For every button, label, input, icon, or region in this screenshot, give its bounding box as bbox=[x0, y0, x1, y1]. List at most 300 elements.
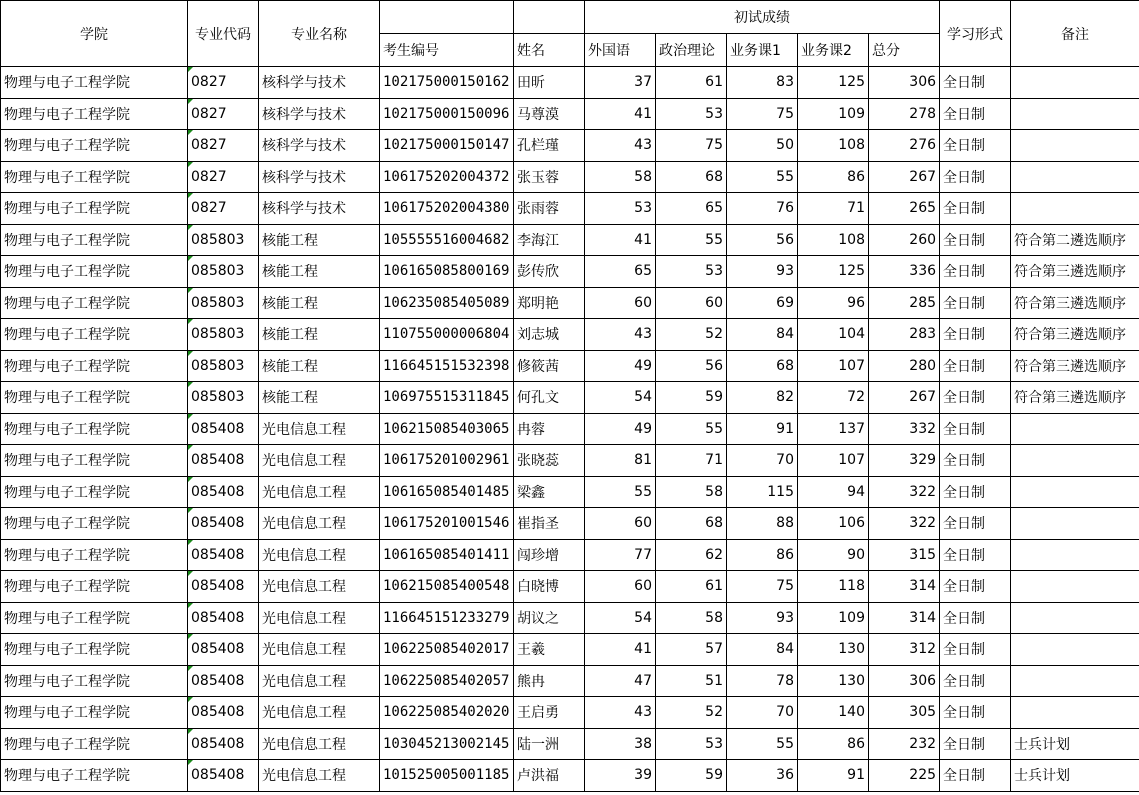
cell-course2[interactable]: 108 bbox=[798, 224, 869, 256]
cell-politics[interactable]: 53 bbox=[656, 98, 727, 130]
cell-major-name[interactable]: 光电信息工程 bbox=[259, 634, 380, 666]
cell-course1[interactable]: 86 bbox=[727, 539, 798, 571]
cell-name[interactable]: 王启勇 bbox=[514, 697, 585, 729]
cell-major-name[interactable]: 光电信息工程 bbox=[259, 476, 380, 508]
table-row bbox=[1, 760, 1139, 792]
cell-course1[interactable]: 84 bbox=[727, 634, 798, 666]
cell-major-code[interactable]: 085408 bbox=[188, 508, 259, 540]
cell-name[interactable]: 崔指圣 bbox=[514, 508, 585, 540]
cell-major-name[interactable]: 核能工程 bbox=[259, 319, 380, 351]
cell-name[interactable]: 张雨蓉 bbox=[514, 193, 585, 225]
cell-total[interactable]: 278 bbox=[869, 98, 940, 130]
cell-foreign-lang[interactable]: 65 bbox=[585, 256, 656, 288]
cell-major-code[interactable]: 085408 bbox=[188, 539, 259, 571]
cell-exam-no[interactable]: 106225085402020 bbox=[380, 697, 514, 729]
cell-total[interactable]: 306 bbox=[869, 67, 940, 99]
cell-politics[interactable]: 53 bbox=[656, 256, 727, 288]
cell-course2[interactable]: 118 bbox=[798, 571, 869, 603]
cell-course2[interactable]: 130 bbox=[798, 634, 869, 666]
cell-course2[interactable]: 107 bbox=[798, 350, 869, 382]
cell-remark[interactable] bbox=[1011, 193, 1139, 225]
cell-name[interactable]: 修筱茜 bbox=[514, 350, 585, 382]
cell-foreign-lang[interactable]: 49 bbox=[585, 350, 656, 382]
cell-major-name[interactable]: 核科学与技术 bbox=[259, 130, 380, 162]
cell-course1[interactable]: 83 bbox=[727, 67, 798, 99]
cell-foreign-lang[interactable]: 60 bbox=[585, 571, 656, 603]
cell-remark[interactable]: 士兵计划 bbox=[1011, 760, 1139, 792]
header-empty-cell[interactable] bbox=[514, 1, 585, 34]
cell-politics[interactable]: 61 bbox=[656, 571, 727, 603]
cell-politics[interactable]: 65 bbox=[656, 193, 727, 225]
cell-course2[interactable]: 137 bbox=[798, 413, 869, 445]
cell-name[interactable]: 何孔文 bbox=[514, 382, 585, 414]
cell-politics[interactable]: 58 bbox=[656, 602, 727, 634]
cell-remark[interactable] bbox=[1011, 508, 1139, 540]
cell-remark[interactable] bbox=[1011, 697, 1139, 729]
cell-name[interactable]: 王羲 bbox=[514, 634, 585, 666]
cell-college[interactable]: 物理与电子工程学院 bbox=[1, 67, 188, 99]
cell-remark[interactable] bbox=[1011, 445, 1139, 477]
cell-politics[interactable]: 52 bbox=[656, 697, 727, 729]
cell-major-name[interactable]: 核科学与技术 bbox=[259, 98, 380, 130]
table-row bbox=[1, 67, 1139, 99]
cell-college[interactable]: 物理与电子工程学院 bbox=[1, 539, 188, 571]
cell-major-name[interactable]: 核科学与技术 bbox=[259, 67, 380, 99]
cell-name[interactable]: 闯珍增 bbox=[514, 539, 585, 571]
cell-major-code[interactable]: 085408 bbox=[188, 445, 259, 477]
cell-total[interactable]: 267 bbox=[869, 161, 940, 193]
cell-study-mode[interactable]: 全日制 bbox=[940, 67, 1011, 99]
cell-major-code[interactable]: 085408 bbox=[188, 602, 259, 634]
cell-college[interactable]: 物理与电子工程学院 bbox=[1, 98, 188, 130]
cell-college[interactable]: 物理与电子工程学院 bbox=[1, 665, 188, 697]
cell-total[interactable]: 283 bbox=[869, 319, 940, 351]
cell-name[interactable]: 梁鑫 bbox=[514, 476, 585, 508]
cell-study-mode[interactable]: 全日制 bbox=[940, 193, 1011, 225]
cell-college[interactable]: 物理与电子工程学院 bbox=[1, 350, 188, 382]
cell-exam-no[interactable]: 106175201001546 bbox=[380, 508, 514, 540]
cell-study-mode[interactable]: 全日制 bbox=[940, 634, 1011, 666]
cell-course1[interactable]: 36 bbox=[727, 760, 798, 792]
cell-course1[interactable]: 75 bbox=[727, 571, 798, 603]
cell-course1[interactable]: 75 bbox=[727, 98, 798, 130]
cell-college[interactable]: 物理与电子工程学院 bbox=[1, 760, 188, 792]
cell-exam-no[interactable]: 106225085402057 bbox=[380, 665, 514, 697]
cell-major-code[interactable]: 085408 bbox=[188, 571, 259, 603]
cell-course2[interactable]: 90 bbox=[798, 539, 869, 571]
cell-course1[interactable]: 70 bbox=[727, 445, 798, 477]
cell-politics[interactable]: 75 bbox=[656, 130, 727, 162]
cell-name[interactable]: 孔栏瑾 bbox=[514, 130, 585, 162]
cell-exam-no[interactable]: 102175000150147 bbox=[380, 130, 514, 162]
cell-study-mode[interactable]: 全日制 bbox=[940, 350, 1011, 382]
cell-course2[interactable]: 108 bbox=[798, 130, 869, 162]
cell-foreign-lang[interactable]: 60 bbox=[585, 508, 656, 540]
cell-total[interactable]: 315 bbox=[869, 539, 940, 571]
cell-total[interactable]: 312 bbox=[869, 634, 940, 666]
cell-course1[interactable]: 69 bbox=[727, 287, 798, 319]
cell-remark[interactable] bbox=[1011, 98, 1139, 130]
cell-name[interactable]: 马尊漠 bbox=[514, 98, 585, 130]
cell-foreign-lang[interactable]: 38 bbox=[585, 728, 656, 760]
cell-study-mode[interactable]: 全日制 bbox=[940, 98, 1011, 130]
cell-course1[interactable]: 93 bbox=[727, 602, 798, 634]
cell-major-code[interactable]: 085408 bbox=[188, 760, 259, 792]
cell-remark[interactable] bbox=[1011, 602, 1139, 634]
cell-study-mode[interactable]: 全日制 bbox=[940, 476, 1011, 508]
cell-name[interactable]: 陆一洲 bbox=[514, 728, 585, 760]
cell-foreign-lang[interactable]: 77 bbox=[585, 539, 656, 571]
cell-remark[interactable] bbox=[1011, 665, 1139, 697]
cell-name[interactable]: 熊冉 bbox=[514, 665, 585, 697]
cell-total[interactable]: 285 bbox=[869, 287, 940, 319]
cell-politics[interactable]: 61 bbox=[656, 67, 727, 99]
cell-course2[interactable]: 140 bbox=[798, 697, 869, 729]
cell-major-code[interactable]: 085803 bbox=[188, 319, 259, 351]
cell-course2[interactable]: 94 bbox=[798, 476, 869, 508]
cell-study-mode[interactable]: 全日制 bbox=[940, 161, 1011, 193]
cell-major-code[interactable]: 085408 bbox=[188, 665, 259, 697]
cell-course1[interactable]: 55 bbox=[727, 728, 798, 760]
cell-study-mode[interactable]: 全日制 bbox=[940, 539, 1011, 571]
cell-major-name[interactable]: 光电信息工程 bbox=[259, 602, 380, 634]
cell-study-mode[interactable]: 全日制 bbox=[940, 413, 1011, 445]
cell-exam-no[interactable]: 102175000150162 bbox=[380, 67, 514, 99]
cell-major-name[interactable]: 核能工程 bbox=[259, 382, 380, 414]
cell-major-name[interactable]: 光电信息工程 bbox=[259, 508, 380, 540]
table-row bbox=[1, 256, 1139, 288]
cell-major-code[interactable]: 0827 bbox=[188, 67, 259, 99]
table-row bbox=[1, 161, 1139, 193]
cell-college[interactable]: 物理与电子工程学院 bbox=[1, 193, 188, 225]
header-course1[interactable]: 业务课1 bbox=[727, 34, 798, 67]
cell-remark[interactable] bbox=[1011, 634, 1139, 666]
cell-major-code[interactable]: 0827 bbox=[188, 161, 259, 193]
cell-college[interactable]: 物理与电子工程学院 bbox=[1, 634, 188, 666]
cell-college[interactable]: 物理与电子工程学院 bbox=[1, 319, 188, 351]
cell-exam-no[interactable]: 106975515311845 bbox=[380, 382, 514, 414]
cell-course2[interactable]: 125 bbox=[798, 67, 869, 99]
cell-major-code[interactable]: 085803 bbox=[188, 256, 259, 288]
cell-course1[interactable]: 91 bbox=[727, 413, 798, 445]
cell-course1[interactable]: 76 bbox=[727, 193, 798, 225]
cell-exam-no[interactable]: 106165085401411 bbox=[380, 539, 514, 571]
cell-foreign-lang[interactable]: 43 bbox=[585, 697, 656, 729]
cell-remark[interactable] bbox=[1011, 539, 1139, 571]
cell-college[interactable]: 物理与电子工程学院 bbox=[1, 728, 188, 760]
cell-study-mode[interactable]: 全日制 bbox=[940, 287, 1011, 319]
cell-exam-no[interactable]: 105555516004682 bbox=[380, 224, 514, 256]
cell-remark[interactable]: 符合第三遴选顺序 bbox=[1011, 319, 1139, 351]
cell-course2[interactable]: 86 bbox=[798, 728, 869, 760]
cell-study-mode[interactable]: 全日制 bbox=[940, 602, 1011, 634]
cell-course1[interactable]: 50 bbox=[727, 130, 798, 162]
cell-course2[interactable]: 72 bbox=[798, 382, 869, 414]
cell-course1[interactable]: 78 bbox=[727, 665, 798, 697]
cell-exam-no[interactable]: 101525005001185 bbox=[380, 760, 514, 792]
table-row bbox=[1, 98, 1139, 130]
cell-foreign-lang[interactable]: 81 bbox=[585, 445, 656, 477]
cell-major-code[interactable]: 085408 bbox=[188, 634, 259, 666]
cell-total[interactable]: 232 bbox=[869, 728, 940, 760]
cell-major-name[interactable]: 光电信息工程 bbox=[259, 571, 380, 603]
cell-exam-no[interactable]: 106215085400548 bbox=[380, 571, 514, 603]
cell-total[interactable]: 314 bbox=[869, 602, 940, 634]
cell-major-name[interactable]: 光电信息工程 bbox=[259, 539, 380, 571]
cell-exam-no[interactable]: 110755000006804 bbox=[380, 319, 514, 351]
cell-name[interactable]: 张玉蓉 bbox=[514, 161, 585, 193]
cell-name[interactable]: 彭传欣 bbox=[514, 256, 585, 288]
cell-college[interactable]: 物理与电子工程学院 bbox=[1, 413, 188, 445]
cell-major-code[interactable]: 0827 bbox=[188, 130, 259, 162]
cell-foreign-lang[interactable]: 43 bbox=[585, 319, 656, 351]
cell-politics[interactable]: 60 bbox=[656, 287, 727, 319]
cell-course1[interactable]: 93 bbox=[727, 256, 798, 288]
cell-college[interactable]: 物理与电子工程学院 bbox=[1, 476, 188, 508]
table-header bbox=[1, 1, 1139, 67]
cell-foreign-lang[interactable]: 43 bbox=[585, 130, 656, 162]
cell-course1[interactable]: 70 bbox=[727, 697, 798, 729]
cell-college[interactable]: 物理与电子工程学院 bbox=[1, 602, 188, 634]
cell-remark[interactable] bbox=[1011, 571, 1139, 603]
cell-exam-no[interactable]: 116645151233279 bbox=[380, 602, 514, 634]
cell-course2[interactable]: 125 bbox=[798, 256, 869, 288]
cell-foreign-lang[interactable]: 37 bbox=[585, 67, 656, 99]
cell-total[interactable]: 329 bbox=[869, 445, 940, 477]
cell-remark[interactable] bbox=[1011, 130, 1139, 162]
cell-total[interactable]: 322 bbox=[869, 476, 940, 508]
header-remarks[interactable]: 备注 bbox=[1011, 1, 1139, 67]
cell-remark[interactable] bbox=[1011, 67, 1139, 99]
cell-major-code[interactable]: 085803 bbox=[188, 350, 259, 382]
cell-course1[interactable]: 68 bbox=[727, 350, 798, 382]
cell-course1[interactable]: 82 bbox=[727, 382, 798, 414]
cell-major-code[interactable]: 085803 bbox=[188, 224, 259, 256]
cell-name[interactable]: 郑明艳 bbox=[514, 287, 585, 319]
cell-study-mode[interactable]: 全日制 bbox=[940, 665, 1011, 697]
header-scores-group[interactable]: 初试成绩 bbox=[585, 1, 940, 34]
cell-college[interactable]: 物理与电子工程学院 bbox=[1, 382, 188, 414]
cell-remark[interactable]: 符合第三遴选顺序 bbox=[1011, 382, 1139, 414]
cell-study-mode[interactable]: 全日制 bbox=[940, 319, 1011, 351]
cell-major-name[interactable]: 光电信息工程 bbox=[259, 445, 380, 477]
cell-study-mode[interactable]: 全日制 bbox=[940, 508, 1011, 540]
cell-major-code[interactable]: 085408 bbox=[188, 697, 259, 729]
cell-total[interactable]: 267 bbox=[869, 382, 940, 414]
cell-study-mode[interactable]: 全日制 bbox=[940, 697, 1011, 729]
cell-politics[interactable]: 57 bbox=[656, 634, 727, 666]
cell-foreign-lang[interactable]: 47 bbox=[585, 665, 656, 697]
cell-foreign-lang[interactable]: 53 bbox=[585, 193, 656, 225]
cell-politics[interactable]: 53 bbox=[656, 728, 727, 760]
cell-politics[interactable]: 59 bbox=[656, 760, 727, 792]
cell-politics[interactable]: 56 bbox=[656, 350, 727, 382]
cell-foreign-lang[interactable]: 58 bbox=[585, 161, 656, 193]
cell-course1[interactable]: 84 bbox=[727, 319, 798, 351]
cell-name[interactable]: 张晓蕊 bbox=[514, 445, 585, 477]
cell-study-mode[interactable]: 全日制 bbox=[940, 571, 1011, 603]
cell-major-name[interactable]: 核能工程 bbox=[259, 287, 380, 319]
cell-total[interactable]: 336 bbox=[869, 256, 940, 288]
cell-remark[interactable]: 符合第三遴选顺序 bbox=[1011, 287, 1139, 319]
cell-remark[interactable] bbox=[1011, 161, 1139, 193]
cell-study-mode[interactable]: 全日制 bbox=[940, 760, 1011, 792]
table-row bbox=[1, 382, 1139, 414]
cell-course2[interactable]: 86 bbox=[798, 161, 869, 193]
cell-course2[interactable]: 91 bbox=[798, 760, 869, 792]
cell-study-mode[interactable]: 全日制 bbox=[940, 728, 1011, 760]
cell-college[interactable]: 物理与电子工程学院 bbox=[1, 697, 188, 729]
cell-total[interactable]: 314 bbox=[869, 571, 940, 603]
cell-exam-no[interactable]: 106175201002961 bbox=[380, 445, 514, 477]
cell-major-name[interactable]: 核能工程 bbox=[259, 256, 380, 288]
cell-course2[interactable]: 109 bbox=[798, 602, 869, 634]
header-total[interactable]: 总分 bbox=[869, 34, 940, 67]
cell-major-code[interactable]: 0827 bbox=[188, 193, 259, 225]
cell-total[interactable]: 260 bbox=[869, 224, 940, 256]
cell-foreign-lang[interactable]: 41 bbox=[585, 224, 656, 256]
cell-major-code[interactable]: 085408 bbox=[188, 476, 259, 508]
cell-course2[interactable]: 130 bbox=[798, 665, 869, 697]
cell-major-name[interactable]: 光电信息工程 bbox=[259, 697, 380, 729]
cell-study-mode[interactable]: 全日制 bbox=[940, 130, 1011, 162]
cell-remark[interactable]: 符合第三遴选顺序 bbox=[1011, 256, 1139, 288]
cell-study-mode[interactable]: 全日制 bbox=[940, 382, 1011, 414]
cell-major-code[interactable]: 085408 bbox=[188, 728, 259, 760]
cell-remark[interactable]: 符合第二遴选顺序 bbox=[1011, 224, 1139, 256]
cell-course2[interactable]: 71 bbox=[798, 193, 869, 225]
cell-major-name[interactable]: 光电信息工程 bbox=[259, 413, 380, 445]
cell-politics[interactable]: 52 bbox=[656, 319, 727, 351]
cell-course1[interactable]: 115 bbox=[727, 476, 798, 508]
cell-college[interactable]: 物理与电子工程学院 bbox=[1, 287, 188, 319]
header-major-code[interactable]: 专业代码 bbox=[188, 1, 259, 67]
cell-exam-no[interactable]: 106175202004380 bbox=[380, 193, 514, 225]
cell-major-name[interactable]: 光电信息工程 bbox=[259, 665, 380, 697]
cell-total[interactable]: 276 bbox=[869, 130, 940, 162]
cell-name[interactable]: 冉蓉 bbox=[514, 413, 585, 445]
cell-major-name[interactable]: 光电信息工程 bbox=[259, 760, 380, 792]
cell-major-name[interactable]: 核科学与技术 bbox=[259, 193, 380, 225]
cell-remark[interactable]: 士兵计划 bbox=[1011, 728, 1139, 760]
cell-foreign-lang[interactable]: 41 bbox=[585, 98, 656, 130]
cell-foreign-lang[interactable]: 54 bbox=[585, 602, 656, 634]
cell-remark[interactable] bbox=[1011, 476, 1139, 508]
cell-course2[interactable]: 104 bbox=[798, 319, 869, 351]
cell-course2[interactable]: 109 bbox=[798, 98, 869, 130]
header-name[interactable]: 姓名 bbox=[514, 34, 585, 67]
cell-remark[interactable]: 符合第三遴选顺序 bbox=[1011, 350, 1139, 382]
cell-study-mode[interactable]: 全日制 bbox=[940, 224, 1011, 256]
cell-total[interactable]: 265 bbox=[869, 193, 940, 225]
cell-foreign-lang[interactable]: 55 bbox=[585, 476, 656, 508]
header-exam-no[interactable]: 考生编号 bbox=[380, 34, 514, 67]
cell-politics[interactable]: 68 bbox=[656, 161, 727, 193]
cell-total[interactable]: 305 bbox=[869, 697, 940, 729]
cell-study-mode[interactable]: 全日制 bbox=[940, 256, 1011, 288]
cell-major-name[interactable]: 核能工程 bbox=[259, 350, 380, 382]
cell-major-name[interactable]: 光电信息工程 bbox=[259, 728, 380, 760]
cell-foreign-lang[interactable]: 49 bbox=[585, 413, 656, 445]
cell-major-code[interactable]: 085408 bbox=[188, 413, 259, 445]
cell-name[interactable]: 胡议之 bbox=[514, 602, 585, 634]
cell-exam-no[interactable]: 116645151532398 bbox=[380, 350, 514, 382]
header-major-name[interactable]: 专业名称 bbox=[259, 1, 380, 67]
cell-politics[interactable]: 59 bbox=[656, 382, 727, 414]
cell-college[interactable]: 物理与电子工程学院 bbox=[1, 256, 188, 288]
cell-foreign-lang[interactable]: 54 bbox=[585, 382, 656, 414]
cell-course2[interactable]: 96 bbox=[798, 287, 869, 319]
cell-name[interactable]: 刘志城 bbox=[514, 319, 585, 351]
cell-major-name[interactable]: 核能工程 bbox=[259, 224, 380, 256]
cell-course1[interactable]: 56 bbox=[727, 224, 798, 256]
cell-course1[interactable]: 88 bbox=[727, 508, 798, 540]
cell-name[interactable]: 田昕 bbox=[514, 67, 585, 99]
header-college[interactable]: 学院 bbox=[1, 1, 188, 67]
header-foreign-lang[interactable]: 外国语 bbox=[585, 34, 656, 67]
header-empty-cell[interactable] bbox=[380, 1, 514, 34]
cell-politics[interactable]: 71 bbox=[656, 445, 727, 477]
cell-politics[interactable]: 58 bbox=[656, 476, 727, 508]
cell-course2[interactable]: 107 bbox=[798, 445, 869, 477]
cell-college[interactable]: 物理与电子工程学院 bbox=[1, 161, 188, 193]
cell-exam-no[interactable]: 103045213002145 bbox=[380, 728, 514, 760]
cell-major-code[interactable]: 085803 bbox=[188, 287, 259, 319]
table-row bbox=[1, 224, 1139, 256]
cell-exam-no[interactable]: 106165085401485 bbox=[380, 476, 514, 508]
cell-total[interactable]: 332 bbox=[869, 413, 940, 445]
header-course2[interactable]: 业务课2 bbox=[798, 34, 869, 67]
cell-total[interactable]: 225 bbox=[869, 760, 940, 792]
cell-foreign-lang[interactable]: 41 bbox=[585, 634, 656, 666]
cell-total[interactable]: 322 bbox=[869, 508, 940, 540]
cell-exam-no[interactable]: 106165085800169 bbox=[380, 256, 514, 288]
cell-name[interactable]: 卢洪福 bbox=[514, 760, 585, 792]
cell-politics[interactable]: 55 bbox=[656, 413, 727, 445]
cell-college[interactable]: 物理与电子工程学院 bbox=[1, 508, 188, 540]
cell-total[interactable]: 306 bbox=[869, 665, 940, 697]
cell-exam-no[interactable]: 106215085403065 bbox=[380, 413, 514, 445]
table-row bbox=[1, 571, 1139, 603]
cell-exam-no[interactable]: 106225085402017 bbox=[380, 634, 514, 666]
cell-study-mode[interactable]: 全日制 bbox=[940, 445, 1011, 477]
cell-exam-no[interactable]: 106175202004372 bbox=[380, 161, 514, 193]
cell-college[interactable]: 物理与电子工程学院 bbox=[1, 130, 188, 162]
cell-politics[interactable]: 68 bbox=[656, 508, 727, 540]
cell-exam-no[interactable]: 102175000150096 bbox=[380, 98, 514, 130]
header-study-mode[interactable]: 学习形式 bbox=[940, 1, 1011, 67]
cell-name[interactable]: 白晓博 bbox=[514, 571, 585, 603]
cell-college[interactable]: 物理与电子工程学院 bbox=[1, 571, 188, 603]
cell-total[interactable]: 280 bbox=[869, 350, 940, 382]
cell-remark[interactable] bbox=[1011, 413, 1139, 445]
cell-name[interactable]: 李海江 bbox=[514, 224, 585, 256]
cell-college[interactable]: 物理与电子工程学院 bbox=[1, 445, 188, 477]
cell-politics[interactable]: 62 bbox=[656, 539, 727, 571]
cell-foreign-lang[interactable]: 39 bbox=[585, 760, 656, 792]
cell-exam-no[interactable]: 106235085405089 bbox=[380, 287, 514, 319]
cell-major-code[interactable]: 0827 bbox=[188, 98, 259, 130]
cell-college[interactable]: 物理与电子工程学院 bbox=[1, 224, 188, 256]
cell-politics[interactable]: 55 bbox=[656, 224, 727, 256]
cell-course1[interactable]: 55 bbox=[727, 161, 798, 193]
header-politics[interactable]: 政治理论 bbox=[656, 34, 727, 67]
cell-course2[interactable]: 106 bbox=[798, 508, 869, 540]
cell-major-code[interactable]: 085803 bbox=[188, 382, 259, 414]
cell-politics[interactable]: 51 bbox=[656, 665, 727, 697]
cell-major-name[interactable]: 核科学与技术 bbox=[259, 161, 380, 193]
cell-foreign-lang[interactable]: 60 bbox=[585, 287, 656, 319]
